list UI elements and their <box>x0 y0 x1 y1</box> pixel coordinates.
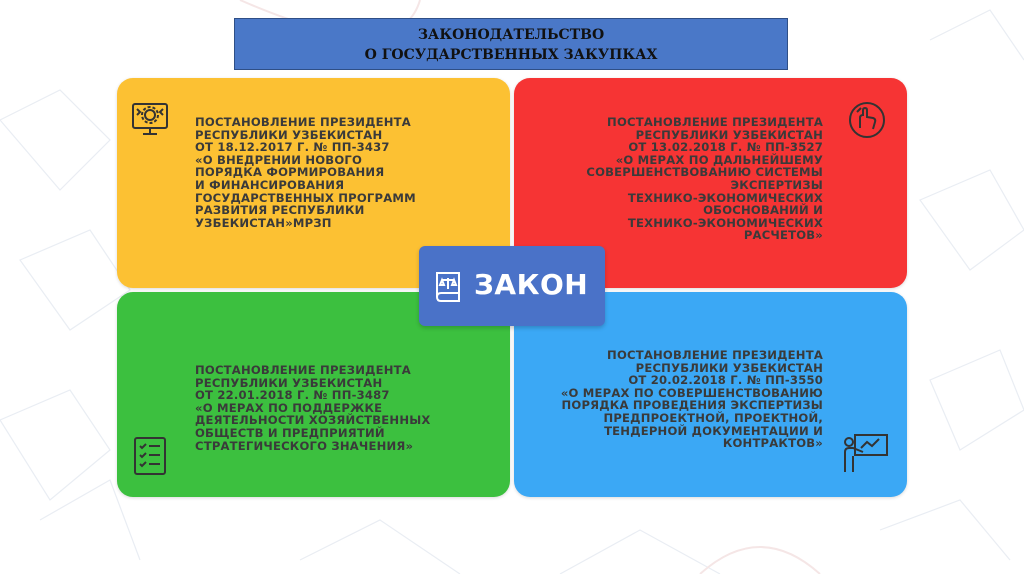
card-text: ПОСТАНОВЛЕНИЕ ПРЕЗИДЕНТА РЕСПУБЛИКИ УЗБЕКИСТАН ОТ 13.02.2018 Г. № ПП-3527 «О МЕРАХ ПО ДАЛЬНЕЙШЕМУ СОВЕРШЕНСТВОВАНИЮ СИСТЕМЫ ЭКСПЕРТИЗЫ ТЕХНИКО-ЭКОНОМИЧЕСКИХ ОБОСНОВАНИЙ И ТЕХНИКО-ЭКОНОМИЧЕСКИХ РАСЧЕТОВ» <box>586 115 823 243</box>
presenter-board-icon <box>841 432 889 474</box>
card-text: ПОСТАНОВЛЕНИЕ ПРЕЗИДЕНТА РЕСПУБЛИКИ УЗБЕКИСТАН ОТ 22.01.2018 Г. № ПП-3487 «О МЕРАХ ПО ПОДДЕРЖКЕ ДЕЯТЕЛЬНОСТИ ХОЗЯЙСТВЕННЫХ ОБЩЕСТВ И ПРЕДПРИЯТИЙ СТРАТЕГИЧЕСКОГО ЗНАЧЕНИЯ» <box>195 363 431 453</box>
computer-gear-icon <box>131 100 173 140</box>
card-text: ПОСТАНОВЛЕНИЕ ПРЕЗИДЕНТА РЕСПУБЛИКИ УЗБЕКИСТАН ОТ 18.12.2017 Г. № ПП-3437 «О ВНЕДРЕНИИ НОВОГО ПОРЯДКА ФОРМИРОВАНИЯ И ФИНАНСИРОВАНИЯ ГОСУДАРСТВЕННЫХ ПРОГРАММ РАЗВИТИЯ РЕСПУБЛИКИ УЗБЕКИСТАН»МРЗП <box>195 115 416 230</box>
hand-touch-icon <box>847 100 887 140</box>
law-badge <box>419 246 605 326</box>
checklist-icon <box>131 434 171 478</box>
title-line-1: ЗАКОНОДАТЕЛЬСТВО <box>417 27 605 43</box>
law-book-scales-icon <box>433 269 467 305</box>
law-label: ЗАКОН <box>474 268 589 301</box>
title-line-2: О ГОСУДАРСТВЕННЫХ ЗАКУПКАХ <box>364 47 658 63</box>
card-text: ПОСТАНОВЛЕНИЕ ПРЕЗИДЕНТА РЕСПУБЛИКИ УЗБЕКИСТАН ОТ 20.02.2018 Г. № ПП-3550 «О МЕРАХ ПО СОВЕРШЕНСТВОВАНИЮ ПОРЯДКА ПРОВЕДЕНИЯ ЭКСПЕРТИЗЫ ПРЕДПРОЕКТНОЙ, ПРОЕКТНОЙ, ТЕНДЕРНОЙ ДОКУМЕНТАЦИИ И КОНТРАКТОВ» <box>560 348 823 451</box>
page-title <box>234 18 788 70</box>
